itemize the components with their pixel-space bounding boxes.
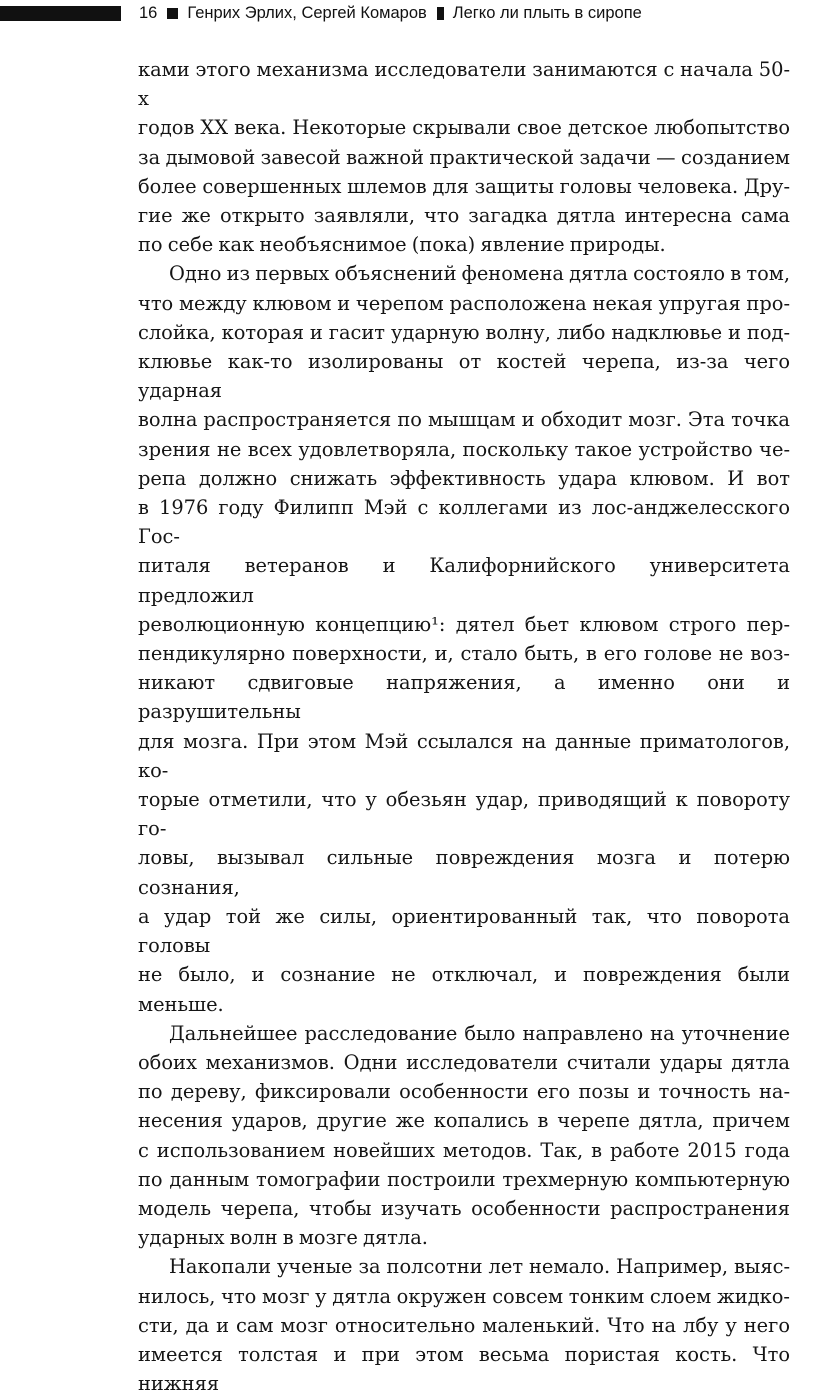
header-book-title: Легко ли плыть в сиропе (452, 4, 642, 22)
text-line: несения ударов, другие же копались в черепе дятла, причем (138, 1109, 790, 1133)
text-line: революционную концепцию¹: дятел бьет клювом строго пер- (138, 612, 790, 636)
text-line: по себе как необъяснимое (пока) явление природы. (138, 233, 666, 257)
text-line: клювье как-то изолированы от костей черепа, из-за чего ударная (138, 350, 790, 403)
text-line: годов XX века. Некоторые скрывали свое детское любопытство (138, 116, 790, 140)
text-line: ками этого механизма исследователи занимаются с начала 50-х (138, 58, 790, 111)
text-line: имеется толстая и при этом весьма пористая кость. Что нижняя (138, 1342, 790, 1396)
text-line: Одно из первых объяснений феномена дятла состояло в том, (169, 262, 790, 286)
text-line: более совершенных шлемов для защиты головы человека. Дру- (138, 174, 790, 198)
text-line: ловы, вызывал сильные повреждения мозга и потерю сознания, (138, 846, 790, 899)
text-line: пендикулярно поверхности, и, стало быть, в его голове не воз- (138, 642, 790, 666)
text-line: в 1976 году Филипп Мэй с коллегами из лос-анджелесского Гос- (138, 496, 790, 549)
text-line: торые отметили, что у обезьян удар, приводящий к повороту го- (138, 788, 790, 841)
text-line: ударных волн в мозге дятла. (138, 1226, 428, 1250)
text-line: для мозга. При этом Мэй ссылался на данные приматологов, ко- (138, 729, 790, 782)
header-black-bar (0, 6, 121, 21)
text-line: слойка, которая и гасит ударную волну, либо надклювье и под- (138, 320, 790, 344)
text-line: Накопали ученые за полсотни лет немало. Например, выяс- (169, 1255, 790, 1279)
text-line: модель черепа, чтобы изучать особенности распространения (138, 1196, 790, 1220)
body-text (138, 55, 790, 1398)
text-line: никают сдвиговые напряжения, а именно они и разрушительны (138, 671, 790, 724)
text-line: по дереву, фиксировали особенности его позы и точность на- (138, 1080, 790, 1104)
square-separator-icon (167, 8, 178, 19)
text-line: а удар той же силы, ориентированный так, что поворота головы (138, 904, 790, 958)
text-line: питаля ветеранов и Калифорнийского университета предложил (138, 554, 790, 607)
page-number: 16 (139, 4, 158, 22)
running-header (0, 0, 820, 28)
text-line: волна распространяется по мышцам и обходит мозг. Эта точка (138, 408, 790, 432)
text-line: гие же открыто заявляли, что загадка дятла интересна сама (138, 204, 790, 228)
text-line: обоих механизмов. Одни исследователи считали удары дятла (138, 1050, 790, 1074)
text-line: не было, и сознание не отключал, и повреждения были меньше. (138, 963, 790, 1016)
text-line: Дальнейшее расследование было направлено на уточнение (169, 1021, 790, 1045)
text-line: что между клювом и черепом расположена некая упругая про- (138, 291, 790, 315)
bar-separator-icon (437, 7, 444, 20)
text-line: с использованием новейших методов. Так, в работе 2015 года (138, 1138, 790, 1162)
text-line: репа должно снижать эффективность удара клювом. И вот (138, 466, 790, 490)
text-line: по данным томографии построили трехмерную компьютерную (138, 1167, 790, 1191)
header-authors: Генрих Эрлих, Сергей Комаров (187, 4, 427, 22)
text-line: зрения не всех удовлетворяла, поскольку такое устройство че- (138, 437, 790, 461)
header-text (139, 3, 642, 23)
text-line: сти, да и сам мозг относительно маленький. Что на лбу у него (138, 1313, 790, 1337)
text-line: за дымовой завесой важной практической задачи — созданием (138, 145, 790, 169)
text-line: нилось, что мозг у дятла окружен совсем тонким слоем жидко- (138, 1284, 790, 1308)
